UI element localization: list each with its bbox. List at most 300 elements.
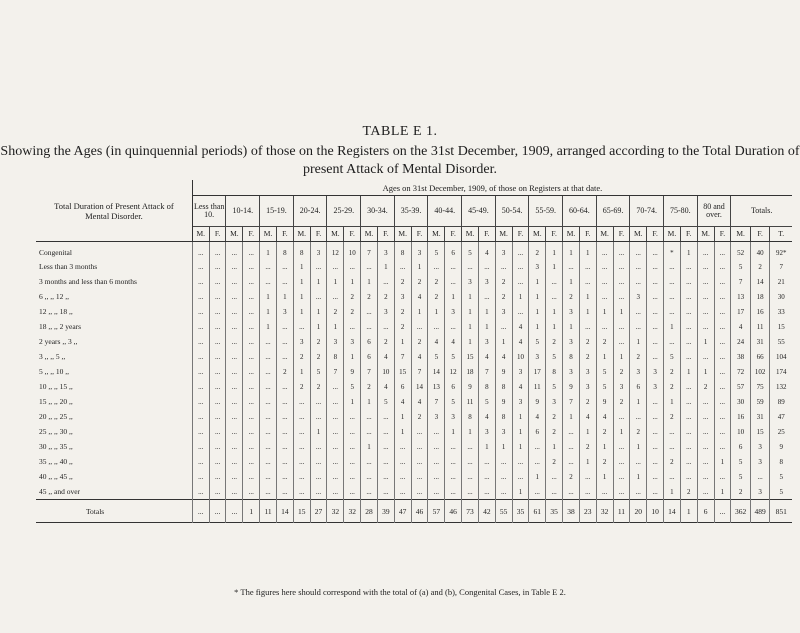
table-cell: ... <box>647 289 664 304</box>
age-group-header: 80 and over. <box>697 196 731 227</box>
table-cell: ... <box>377 469 394 484</box>
table-cell: 6 <box>361 334 378 349</box>
table-cell: ... <box>680 454 697 469</box>
table-cell: 4 <box>478 349 495 364</box>
table-cell: 30 <box>770 289 792 304</box>
table-row <box>36 424 792 439</box>
table-cell: 3 <box>630 289 647 304</box>
table-cell: 5 <box>731 259 751 274</box>
table-cell: ... <box>226 424 243 439</box>
male-header: M. <box>327 227 344 242</box>
table-cell: ... <box>680 319 697 334</box>
table-cell: ... <box>260 469 277 484</box>
table-cell: ... <box>293 454 310 469</box>
table-cell: 11 <box>462 394 479 409</box>
table-cell: 9 <box>596 394 613 409</box>
table-cell: 5 <box>546 379 563 394</box>
table-cell: ... <box>327 454 344 469</box>
table-cell: 17 <box>731 304 751 319</box>
table-cell: ... <box>310 484 327 500</box>
table-cell: ... <box>697 439 714 454</box>
table-cell: 1 <box>327 319 344 334</box>
table-cell: 2 <box>546 424 563 439</box>
table-row <box>36 394 792 409</box>
total-header: T. <box>770 227 792 242</box>
table-cell: ... <box>192 409 209 424</box>
table-cell: ... <box>344 259 361 274</box>
table-cell: ... <box>310 439 327 454</box>
table-cell: 2 <box>664 454 681 469</box>
table-cell: 10 <box>344 242 361 260</box>
table-cell: 7 <box>411 364 428 379</box>
table-cell: 2 <box>377 289 394 304</box>
table-cell: 3 <box>377 242 394 260</box>
table-cell: 2 <box>664 409 681 424</box>
table-cell: ... <box>209 469 226 484</box>
table-cell: ... <box>377 274 394 289</box>
table-cell: 1 <box>327 274 344 289</box>
table-cell: 1 <box>546 259 563 274</box>
row-header: Total Duration of Present Attack of Mental Disorder. <box>36 180 192 242</box>
table-cell: 3 <box>462 274 479 289</box>
table-cell: ... <box>411 469 428 484</box>
table-cell: ... <box>226 469 243 484</box>
table-cell: ... <box>462 484 479 500</box>
table-cell: 1 <box>529 289 546 304</box>
table-cell: ... <box>428 454 445 469</box>
table-cell: ... <box>293 484 310 500</box>
table-cell: ... <box>209 319 226 334</box>
table-cell: 3 <box>327 334 344 349</box>
table-cell: ... <box>613 469 630 484</box>
table-cell: ... <box>192 379 209 394</box>
table-cell: ... <box>226 304 243 319</box>
totals-cell: 23 <box>579 500 596 523</box>
table-cell: ... <box>327 394 344 409</box>
table-cell: 1 <box>512 409 529 424</box>
table-cell: 1 <box>361 439 378 454</box>
table-cell: ... <box>495 454 512 469</box>
table-cell: ... <box>680 289 697 304</box>
table-cell: ... <box>512 259 529 274</box>
table-cell: 13 <box>428 379 445 394</box>
table-cell: 2 <box>630 349 647 364</box>
table-cell: ... <box>462 454 479 469</box>
totals-cell: 32 <box>344 500 361 523</box>
table-cell: 3 <box>428 409 445 424</box>
table-cell: ... <box>647 469 664 484</box>
table-row <box>36 454 792 469</box>
table-cell: ... <box>647 424 664 439</box>
table-cell: ... <box>445 439 462 454</box>
male-header: M. <box>394 227 411 242</box>
table-cell: ... <box>226 364 243 379</box>
table-cell: 4 <box>495 349 512 364</box>
table-cell: 5 <box>377 394 394 409</box>
table-cell: 9 <box>770 439 792 454</box>
table-cell: ... <box>462 469 479 484</box>
duration-label: 5 ,, ,, 10 ,, <box>39 367 69 376</box>
table-cell: 12 <box>445 364 462 379</box>
table-cell: 5 <box>664 349 681 364</box>
table-cell: ... <box>209 289 226 304</box>
table-cell: ... <box>327 469 344 484</box>
table-cell: 1 <box>462 304 479 319</box>
table-cell: ... <box>647 274 664 289</box>
table-cell: ... <box>243 364 260 379</box>
table-cell: 1 <box>697 364 714 379</box>
table-cell: ... <box>664 469 681 484</box>
table-cell: 3 <box>750 439 770 454</box>
totals-cell: 47 <box>394 500 411 523</box>
table-cell: ... <box>260 274 277 289</box>
table-cell: 1 <box>394 409 411 424</box>
male-header: M. <box>697 227 714 242</box>
table-cell: 1 <box>596 439 613 454</box>
table-cell: ... <box>377 409 394 424</box>
table-cell: ... <box>377 439 394 454</box>
table-cell: 5 <box>428 349 445 364</box>
duration-label: 15 ,, ,, 20 ,, <box>39 397 73 406</box>
totals-cell: 61 <box>529 500 546 523</box>
female-header: F. <box>411 227 428 242</box>
table-cell: 55 <box>770 334 792 349</box>
table-cell: ... <box>680 259 697 274</box>
table-cell: 4 <box>478 409 495 424</box>
table-cell: 8 <box>327 349 344 364</box>
table-cell: ... <box>243 334 260 349</box>
table-cell: ... <box>192 349 209 364</box>
age-group-header: 20-24. <box>293 196 327 227</box>
table-cell: 4 <box>731 319 751 334</box>
table-cell: 1 <box>260 319 277 334</box>
table-cell: 8 <box>770 454 792 469</box>
table-cell: 2 <box>411 334 428 349</box>
table-cell: ... <box>445 484 462 500</box>
table-cell: ... <box>192 242 209 260</box>
table-cell: ... <box>192 454 209 469</box>
table-cell: 2 <box>495 274 512 289</box>
table-cell: 1 <box>579 454 596 469</box>
table-cell: 1 <box>445 424 462 439</box>
table-cell: ... <box>714 319 731 334</box>
table-cell: 6 <box>529 424 546 439</box>
data-table-container <box>36 180 792 523</box>
table-cell: ... <box>680 439 697 454</box>
table-cell: 38 <box>731 349 751 364</box>
table-cell: ... <box>243 409 260 424</box>
table-cell: 2 <box>411 409 428 424</box>
totals-cell: 10 <box>647 500 664 523</box>
table-cell: ... <box>226 274 243 289</box>
table-cell: 31 <box>750 334 770 349</box>
table-cell: ... <box>310 259 327 274</box>
table-cell: 1 <box>344 349 361 364</box>
totals-cell: 32 <box>327 500 344 523</box>
table-cell: 31 <box>750 409 770 424</box>
table-cell: ... <box>647 259 664 274</box>
table-row <box>36 379 792 394</box>
table-cell: 1 <box>260 289 277 304</box>
female-header: F. <box>209 227 226 242</box>
table-cell: 3 <box>411 242 428 260</box>
table-cell: 3 <box>344 334 361 349</box>
table-cell: 1 <box>630 334 647 349</box>
table-cell: 3 <box>647 379 664 394</box>
duration-label: 40 ,, ,, 45 ,, <box>39 472 73 481</box>
female-header: F. <box>243 227 260 242</box>
table-cell: ... <box>226 484 243 500</box>
table-cell: ... <box>209 394 226 409</box>
male-header: M. <box>192 227 209 242</box>
table-cell: ... <box>243 424 260 439</box>
table-cell: ... <box>276 394 293 409</box>
table-cell: ... <box>647 394 664 409</box>
table-cell: ... <box>226 394 243 409</box>
table-cell: 1 <box>293 304 310 319</box>
table-cell: ... <box>411 424 428 439</box>
table-cell: ... <box>192 394 209 409</box>
table-cell: 16 <box>750 304 770 319</box>
table-cell: 1 <box>664 484 681 500</box>
table-cell: ... <box>529 484 546 500</box>
table-cell: ... <box>377 319 394 334</box>
table-cell: ... <box>226 439 243 454</box>
table-cell: ... <box>192 364 209 379</box>
table-cell: ... <box>613 454 630 469</box>
table-row <box>36 304 792 319</box>
table-cell: 18 <box>750 289 770 304</box>
table-cell: 5 <box>770 469 792 484</box>
age-group-header: 65-69. <box>596 196 630 227</box>
table-cell: ... <box>697 289 714 304</box>
table-cell: ... <box>714 349 731 364</box>
table-cell: ... <box>697 394 714 409</box>
totals-cell: 42 <box>478 500 495 523</box>
table-cell: ... <box>478 469 495 484</box>
table-cell: 1 <box>260 304 277 319</box>
duration-label: 25 ,, ,, 30 ,, <box>39 427 73 436</box>
table-cell: ... <box>445 274 462 289</box>
table-cell: 1 <box>546 304 563 319</box>
table-cell: 1 <box>478 319 495 334</box>
table-cell: ... <box>209 334 226 349</box>
table-cell: 2 <box>613 394 630 409</box>
totals-cell: 1 <box>680 500 697 523</box>
totals-cell: 32 <box>596 500 613 523</box>
table-cell: 3 <box>529 349 546 364</box>
table-cell: 1 <box>260 242 277 260</box>
table-cell: ... <box>495 484 512 500</box>
table-cell: ... <box>647 454 664 469</box>
totals-cell: 20 <box>630 500 647 523</box>
table-row <box>36 259 792 274</box>
table-cell: 3 <box>512 394 529 409</box>
table-cell: ... <box>361 304 378 319</box>
table-cell: 1 <box>310 424 327 439</box>
table-cell: 16 <box>731 409 751 424</box>
table-cell: ... <box>226 319 243 334</box>
table-cell: 1 <box>310 304 327 319</box>
table-cell: ... <box>344 469 361 484</box>
table-cell: ... <box>260 394 277 409</box>
table-cell: ... <box>243 469 260 484</box>
table-title: TABLE E 1. <box>362 124 438 139</box>
table-cell: 1 <box>714 484 731 500</box>
table-cell: 1 <box>512 424 529 439</box>
table-cell: 1 <box>613 424 630 439</box>
table-cell: ... <box>276 454 293 469</box>
duration-label: 3 months and less than 6 months <box>39 277 137 286</box>
table-cell: 3 <box>495 304 512 319</box>
table-cell: ... <box>680 424 697 439</box>
table-cell: ... <box>276 469 293 484</box>
table-cell: ... <box>327 409 344 424</box>
table-cell: ... <box>462 259 479 274</box>
table-cell: 7 <box>770 259 792 274</box>
duration-label: 20 ,, ,, 25 ,, <box>39 412 73 421</box>
male-header: M. <box>428 227 445 242</box>
table-cell: ... <box>697 259 714 274</box>
table-cell: ... <box>276 439 293 454</box>
table-cell: ... <box>428 424 445 439</box>
table-cell: ... <box>579 259 596 274</box>
table-cell: 2 <box>731 484 751 500</box>
age-group-header: 50-54. <box>495 196 529 227</box>
table-cell: ... <box>680 304 697 319</box>
table-cell: 2 <box>344 289 361 304</box>
table-cell: 3 <box>563 334 580 349</box>
table-cell: 1 <box>344 274 361 289</box>
table-cell: 7 <box>327 364 344 379</box>
table-cell: ... <box>714 274 731 289</box>
totals-cell: 851 <box>770 500 792 523</box>
table-cell: ... <box>563 424 580 439</box>
table-cell: 6 <box>445 242 462 260</box>
table-cell: 1 <box>495 439 512 454</box>
table-cell: ... <box>630 454 647 469</box>
table-cell: ... <box>192 334 209 349</box>
table-cell: ... <box>714 289 731 304</box>
table-row <box>36 334 792 349</box>
table-cell: * <box>664 242 681 260</box>
totals-cell: ... <box>209 500 226 523</box>
table-cell: 1 <box>293 364 310 379</box>
table-cell: 15 <box>770 319 792 334</box>
table-cell: 5 <box>310 364 327 379</box>
table-cell: ... <box>680 274 697 289</box>
totals-cell: 14 <box>276 500 293 523</box>
table-cell: 1 <box>462 319 479 334</box>
female-header: F. <box>613 227 630 242</box>
table-cell: 59 <box>750 394 770 409</box>
table-cell: 1 <box>630 439 647 454</box>
table-cell: 1 <box>344 394 361 409</box>
table-cell: ... <box>495 469 512 484</box>
table-cell: ... <box>361 409 378 424</box>
table-cell: 10 <box>731 424 751 439</box>
table-subtitle: Showing the Ages (in quinquennial periods) of those on the Registers on the 31st December, 1909, arranged according to the Total Duration of present Attack of Mental Disorder. <box>0 144 800 177</box>
table-cell: 9 <box>529 394 546 409</box>
table-cell: 5 <box>731 469 751 484</box>
table-cell: ... <box>192 484 209 500</box>
male-header: M. <box>361 227 378 242</box>
table-cell: ... <box>243 274 260 289</box>
duration-label: Less than 3 months <box>39 262 98 271</box>
table-cell: 1 <box>596 349 613 364</box>
table-cell: 2 <box>664 379 681 394</box>
table-cell: ... <box>529 454 546 469</box>
totals-cell: 6 <box>697 500 714 523</box>
totals-cell: ... <box>714 500 731 523</box>
table-cell: ... <box>714 304 731 319</box>
table-cell: ... <box>714 424 731 439</box>
table-cell: ... <box>680 394 697 409</box>
age-group-header: 60-64. <box>563 196 597 227</box>
table-cell: 4 <box>394 394 411 409</box>
female-header: F. <box>714 227 731 242</box>
male-header: M. <box>731 227 751 242</box>
table-cell: 5 <box>344 379 361 394</box>
female-header: F. <box>647 227 664 242</box>
table-cell: ... <box>276 349 293 364</box>
table-cell: ... <box>546 469 563 484</box>
table-cell: 2 <box>563 469 580 484</box>
table-cell: 3 <box>293 334 310 349</box>
duration-label: 18 ,, ,, 2 years <box>39 322 82 331</box>
table-cell: ... <box>714 259 731 274</box>
female-header: F. <box>344 227 361 242</box>
duration-label: 2 years ,, 3 ,, <box>39 337 78 346</box>
table-cell: ... <box>596 484 613 500</box>
table-cell: ... <box>697 274 714 289</box>
totals-cell: 1 <box>243 500 260 523</box>
table-cell: 5 <box>529 334 546 349</box>
table-cell: ... <box>664 259 681 274</box>
table-cell: ... <box>276 484 293 500</box>
table-cell: 14 <box>411 379 428 394</box>
table-cell: 1 <box>478 439 495 454</box>
table-cell: 1 <box>697 334 714 349</box>
table-cell: ... <box>462 439 479 454</box>
table-cell: ... <box>226 379 243 394</box>
table-cell: 5 <box>428 242 445 260</box>
table-cell: ... <box>750 469 770 484</box>
table-cell: 30 <box>731 394 751 409</box>
table-row <box>36 439 792 454</box>
table-cell: ... <box>647 242 664 260</box>
table-cell: 10 <box>512 349 529 364</box>
table-cell: ... <box>512 469 529 484</box>
table-cell: ... <box>276 334 293 349</box>
table-cell: 1 <box>276 289 293 304</box>
table-cell: ... <box>192 469 209 484</box>
totals-cell: 27 <box>310 500 327 523</box>
table-cell: ... <box>714 379 731 394</box>
table-cell: 2 <box>377 334 394 349</box>
duration-label: Congenital <box>39 248 72 257</box>
table-cell: ... <box>647 334 664 349</box>
female-header: F. <box>445 227 462 242</box>
table-cell: ... <box>361 319 378 334</box>
table-cell: ... <box>630 242 647 260</box>
table-cell: ... <box>276 379 293 394</box>
table-cell: ... <box>529 439 546 454</box>
female-header: F. <box>546 227 563 242</box>
duration-label: 12 ,, ,, 18 ,, <box>39 307 73 316</box>
table-cell: ... <box>260 484 277 500</box>
table-cell: 1 <box>293 274 310 289</box>
